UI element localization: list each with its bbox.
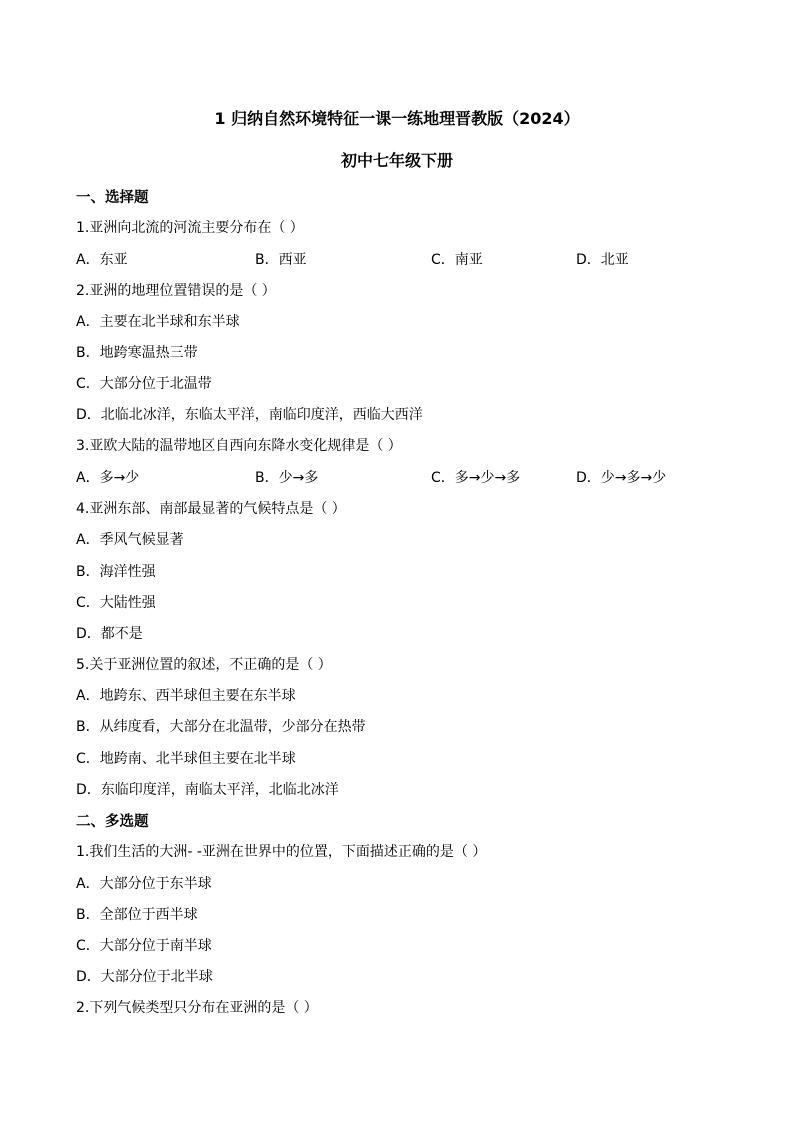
question-2-option-a: A．主要在北半球和东半球 bbox=[76, 314, 240, 330]
question-5-option-d: D．东临印度洋，南临太平洋，北临北冰洋 bbox=[76, 782, 339, 798]
question-3-stem: 3.亚欧大陆的温带地区自西向东降水变化规律是（ ） bbox=[76, 438, 402, 454]
question-1-stem: 1.亚洲向北流的河流主要分布在（ ） bbox=[76, 220, 304, 236]
question-2-option-d: D．北临北冰洋，东临太平洋，南临印度洋，西临大西洋 bbox=[76, 407, 423, 423]
question-3-option-a: A．多→少 bbox=[76, 470, 140, 486]
question-1-option-b: B．西亚 bbox=[255, 252, 307, 268]
question-4-option-c: C．大陆性强 bbox=[76, 595, 156, 611]
question-4-stem: 4.亚洲东部、南部最显著的气候特点是（ ） bbox=[76, 501, 346, 517]
question-1-option-a: A．东亚 bbox=[76, 252, 128, 268]
question-2-option-c: C．大部分位于北温带 bbox=[76, 376, 212, 392]
question-4-option-b: B．海洋性强 bbox=[76, 564, 156, 580]
document-title: 1 归纳自然环境特征一课一练地理晋教版（2024） bbox=[214, 109, 580, 128]
question-5-stem: 5.关于亚洲位置的叙述，不正确的是（ ） bbox=[76, 657, 332, 673]
question-5-option-c: C．地跨南、北半球但主要在北半球 bbox=[76, 751, 296, 767]
question-3-option-d: D．少→多→少 bbox=[576, 470, 667, 486]
question-2-stem: 2.亚洲的地理位置错误的是（ ） bbox=[76, 283, 276, 299]
question-1-option-d: D．北亚 bbox=[576, 252, 629, 268]
section-heading-single-choice: 一、选择题 bbox=[76, 190, 149, 206]
multi-question-1-option-a: A．大部分位于东半球 bbox=[76, 876, 212, 892]
question-4-option-a: A．季风气候显著 bbox=[76, 532, 184, 548]
multi-question-1-stem: 1.我们生活的大洲- -亚洲在世界中的位置，下面描述正确的是（ ） bbox=[76, 844, 487, 860]
question-1-option-c: C．南亚 bbox=[431, 252, 483, 268]
section-heading-multiple-choice: 二、多选题 bbox=[76, 814, 149, 830]
question-5-option-a: A．地跨东、西半球但主要在东半球 bbox=[76, 688, 296, 704]
multi-question-1-option-c: C．大部分位于南半球 bbox=[76, 938, 212, 954]
question-3-option-c: C．多→少→多 bbox=[431, 470, 521, 486]
question-2-option-b: B．地跨寒温热三带 bbox=[76, 345, 198, 361]
multi-question-1-option-d: D．大部分位于北半球 bbox=[76, 969, 213, 985]
multi-question-1-option-b: B．全部位于西半球 bbox=[76, 907, 198, 923]
question-5-option-b: B．从纬度看，大部分在北温带，少部分在热带 bbox=[76, 719, 366, 735]
question-3-option-b: B．少→多 bbox=[255, 470, 319, 486]
document-subtitle: 初中七年级下册 bbox=[340, 151, 453, 170]
multi-question-2-stem: 2.下列气候类型只分布在亚洲的是（ ） bbox=[76, 1000, 318, 1016]
question-4-option-d: D．都不是 bbox=[76, 626, 143, 642]
